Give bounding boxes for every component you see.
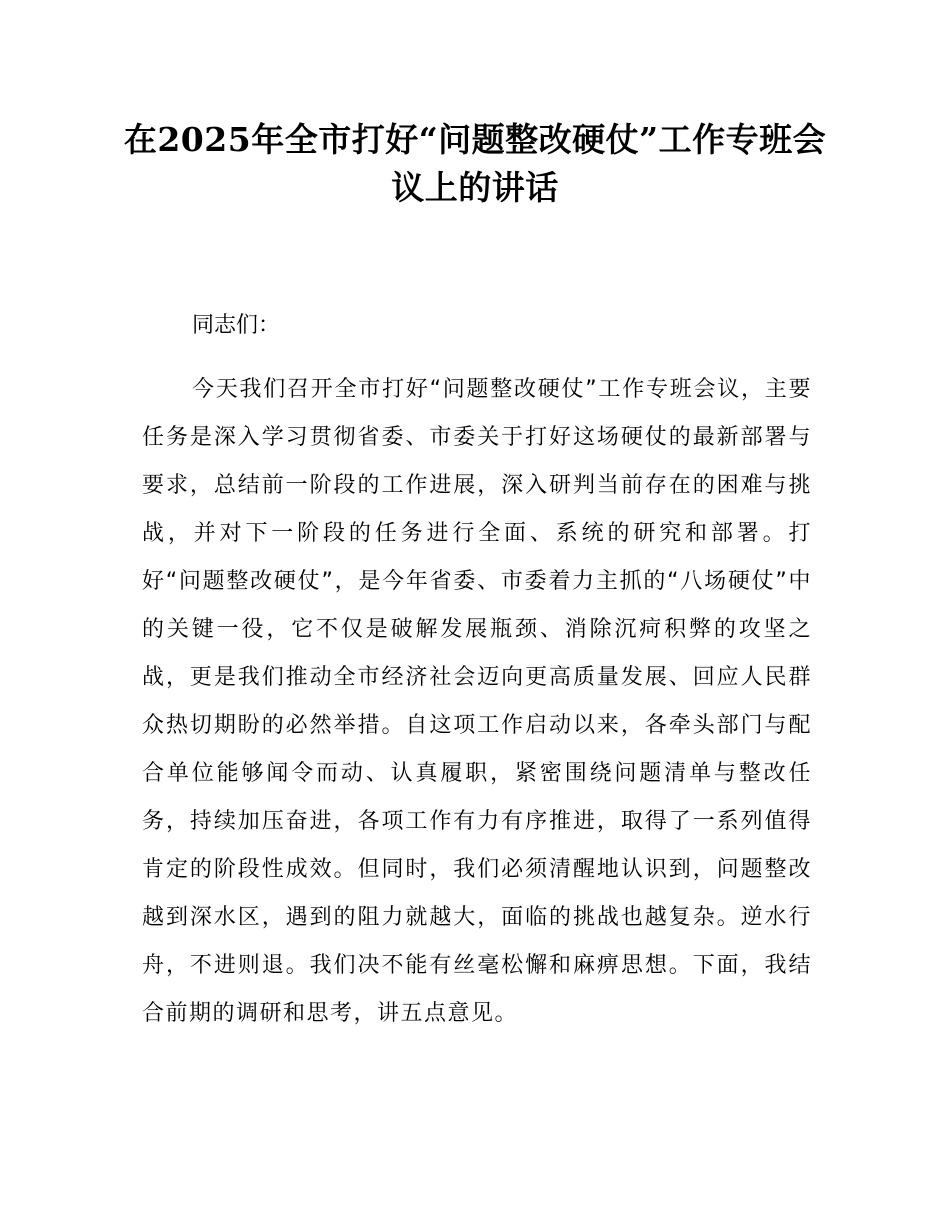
document-title: 在2025年全市打好“问题整改硬仗”工作专班会议上的讲话 <box>123 120 827 207</box>
salutation: 同志们： <box>192 313 281 338</box>
body-paragraph: 今天我们召开全市打好“问题整改硬仗”工作专班会议，主要任务是深入学习贯彻省委、市委关于打好这场硬仗的最新部署与要求，总结前一阶段的工作进展，深入研判当前存在的困难与挑战，并对下一阶段的任务进行全面、系统的研究和部署。打好“问题整改硬仗”，是今年省委、市委着力主抓的“八场硬仗”中的关键一役，它不仅是破解发展瓶颈、消除沉疴积弊的攻坚之战，更是我们推动全市经济社会迈向更高质量发展、回应人民群众热切期盼的必然举措。自这项工作启动以来，各牵头部门与配合单位能够闻令而动、认真履职，紧密围绕问题清单与整改任务，持续加压奋进，各项工作有力有序推进，取得了一系列值得肯定的阶段性成效。但同时，我们必须清醒地认识到，问题整改越到深水区，遇到的阻力就越大，面临的挑战也越复杂。逆水行舟，不进则退。我们决不能有丝毫松懈和麻痹思想。下面，我结合前期的调研和思考，讲五点意见。 <box>142 377 812 1026</box>
